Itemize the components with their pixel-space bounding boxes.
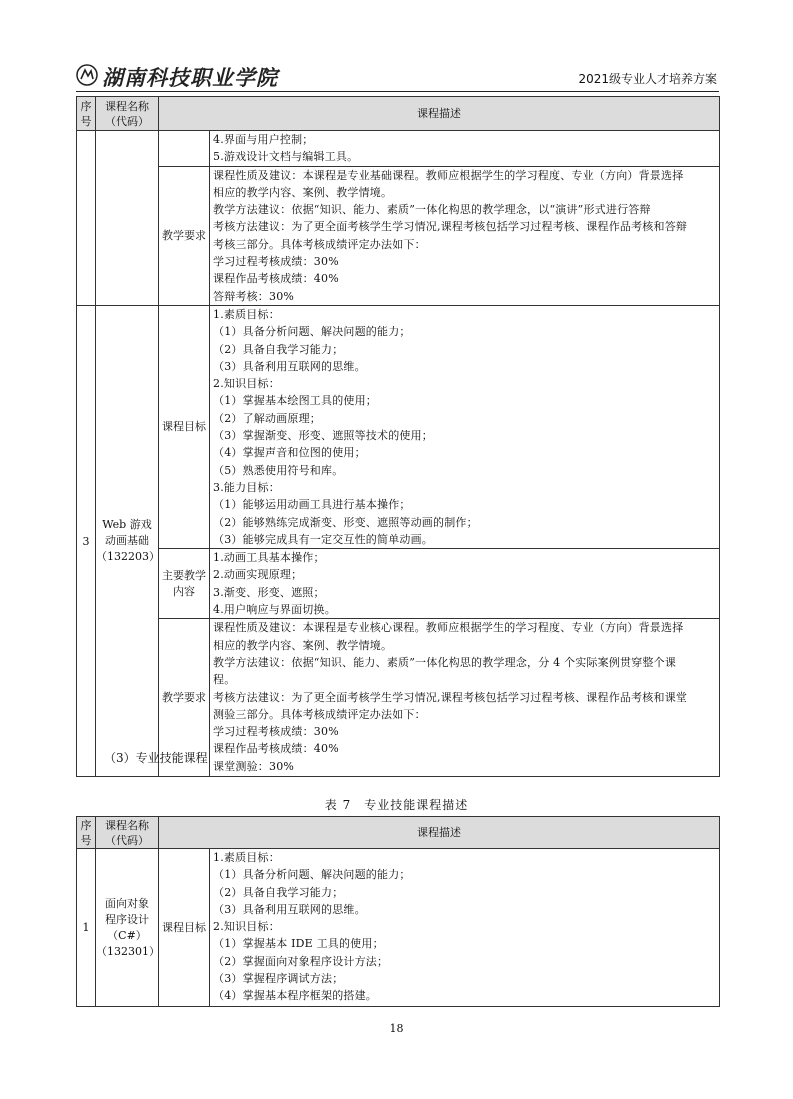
- type-label-requirements: 教学要求: [159, 166, 210, 305]
- subsection-heading: （3）专业技能课程: [104, 751, 208, 765]
- table-header-row: [77, 97, 720, 131]
- table-row: [77, 549, 720, 619]
- goals-desc-cell: 1.素质目标： （1）具备分析问题、解决问题的能力； （2）具备自我学习能力； （3）具备利用互联网的思维。 2.知识目标： （1）掌握基本绘图工具的使用； （2）了解动画原理； （3）掌握渐变、形变、遮照等技术的使用； （4）掌握声音和位图的使用； （5）熟悉使用符号和库。 3.能力目标： （1）能够运用动画工具进行基本操作； （2）能够熟练完成渐变、形变、遮照等动画的制作； （3）能够完成具有一定交互性的简单动画。: [210, 305, 720, 548]
- course-no-cell: [77, 131, 96, 306]
- header-rule: [76, 91, 719, 92]
- col-name-header: 课程名称 （代码）: [96, 97, 159, 131]
- table-header-row: [77, 817, 720, 849]
- goals-desc-cell: 1.素质目标： （1）具备分析问题、解决问题的能力； （2）具备自我学习能力； （3）具备利用互联网的思维。 2.知识目标： （1）掌握基本 IDE 工具的使用； （2）掌握面向对象程序设计方法； （3）掌握程序调试方法； （4）掌握基本程序框架的搭建。: [210, 849, 720, 1007]
- type-label-requirements: 教学要求: [159, 619, 210, 777]
- course-no: 3: [77, 305, 96, 776]
- col-no-header: 序 号: [77, 97, 96, 131]
- type-label-goals: 课程目标: [159, 849, 210, 1007]
- table-row: [77, 305, 720, 548]
- type-cell: [159, 131, 210, 167]
- type-label-goals: 课程目标: [159, 305, 210, 548]
- course-name-cell: [96, 131, 159, 306]
- col-desc-header: 课程描述: [159, 817, 720, 849]
- course-table-continued: [76, 96, 720, 777]
- table-caption: 表 7 专业技能课程描述: [324, 798, 469, 812]
- col-name-header: 课程名称 （代码）: [96, 817, 159, 849]
- table-row: [77, 131, 720, 167]
- page-number: 18: [389, 1022, 404, 1035]
- requirements-desc-cell: 课程性质及建议：本课程是专业核心课程。教师应根据学生的学习程度、专业（方向）背景选择 相应的教学内容、案例、教学情境。 教学方法建议：依据“知识、能力、素质”一体化构思的教学理念，分 4 个实际案例贯穿整个课 程。 考核方法建议：为了更全面考核学生学习情况,课程考核包括学习过程考核、课程作品考核和课堂 测验三部分。具体考核成绩评定办法如下： 学习过程考核成绩：30% 课程作品考核成绩：40% 课堂测验：30%: [210, 619, 720, 777]
- table-row: [77, 166, 720, 305]
- requirements-desc-cell: 课程性质及建议：本课程是专业基础课程。教师应根据学生的学习程度、专业（方向）背景选择 相应的教学内容、案例、教学情境。 教学方法建议：依据“知识、能力、素质”一体化构思的教学理念，以“演讲”形式进行答辩 考核方法建议：为了更全面考核学生学习情况,课程考核包括学习过程考核、课程作品考核和答辩 考核三部分。具体考核成绩评定办法如下： 学习过程考核成绩：30% 课程作品考核成绩：40% 答辩考核：30%: [210, 166, 720, 305]
- skills-course-table: [76, 816, 720, 1007]
- course-no: 1: [77, 849, 96, 1007]
- school-logo-icon: [76, 64, 98, 86]
- plan-title: 2021级专业人才培养方案: [578, 72, 717, 86]
- course-name: 面向对象 程序设计 （C#） （132301）: [96, 849, 159, 1007]
- type-label-content: 主要教学 内容: [159, 549, 210, 619]
- col-no-header: 序 号: [77, 817, 96, 849]
- page-header: [76, 62, 719, 94]
- col-desc-header: 课程描述: [159, 97, 720, 131]
- school-name: 湖南科技职业学院: [102, 65, 278, 90]
- course-name: Web 游戏 动画基础 （132203）: [96, 305, 159, 776]
- content-desc-cell: 1.动画工具基本操作； 2.动画实现原理； 3.渐变、形变、遮照； 4.用户响应与界面切换。: [210, 549, 720, 619]
- table-row: [77, 849, 720, 1007]
- content-desc-cell: 4.界面与用户控制； 5.游戏设计文档与编辑工具。: [210, 131, 720, 167]
